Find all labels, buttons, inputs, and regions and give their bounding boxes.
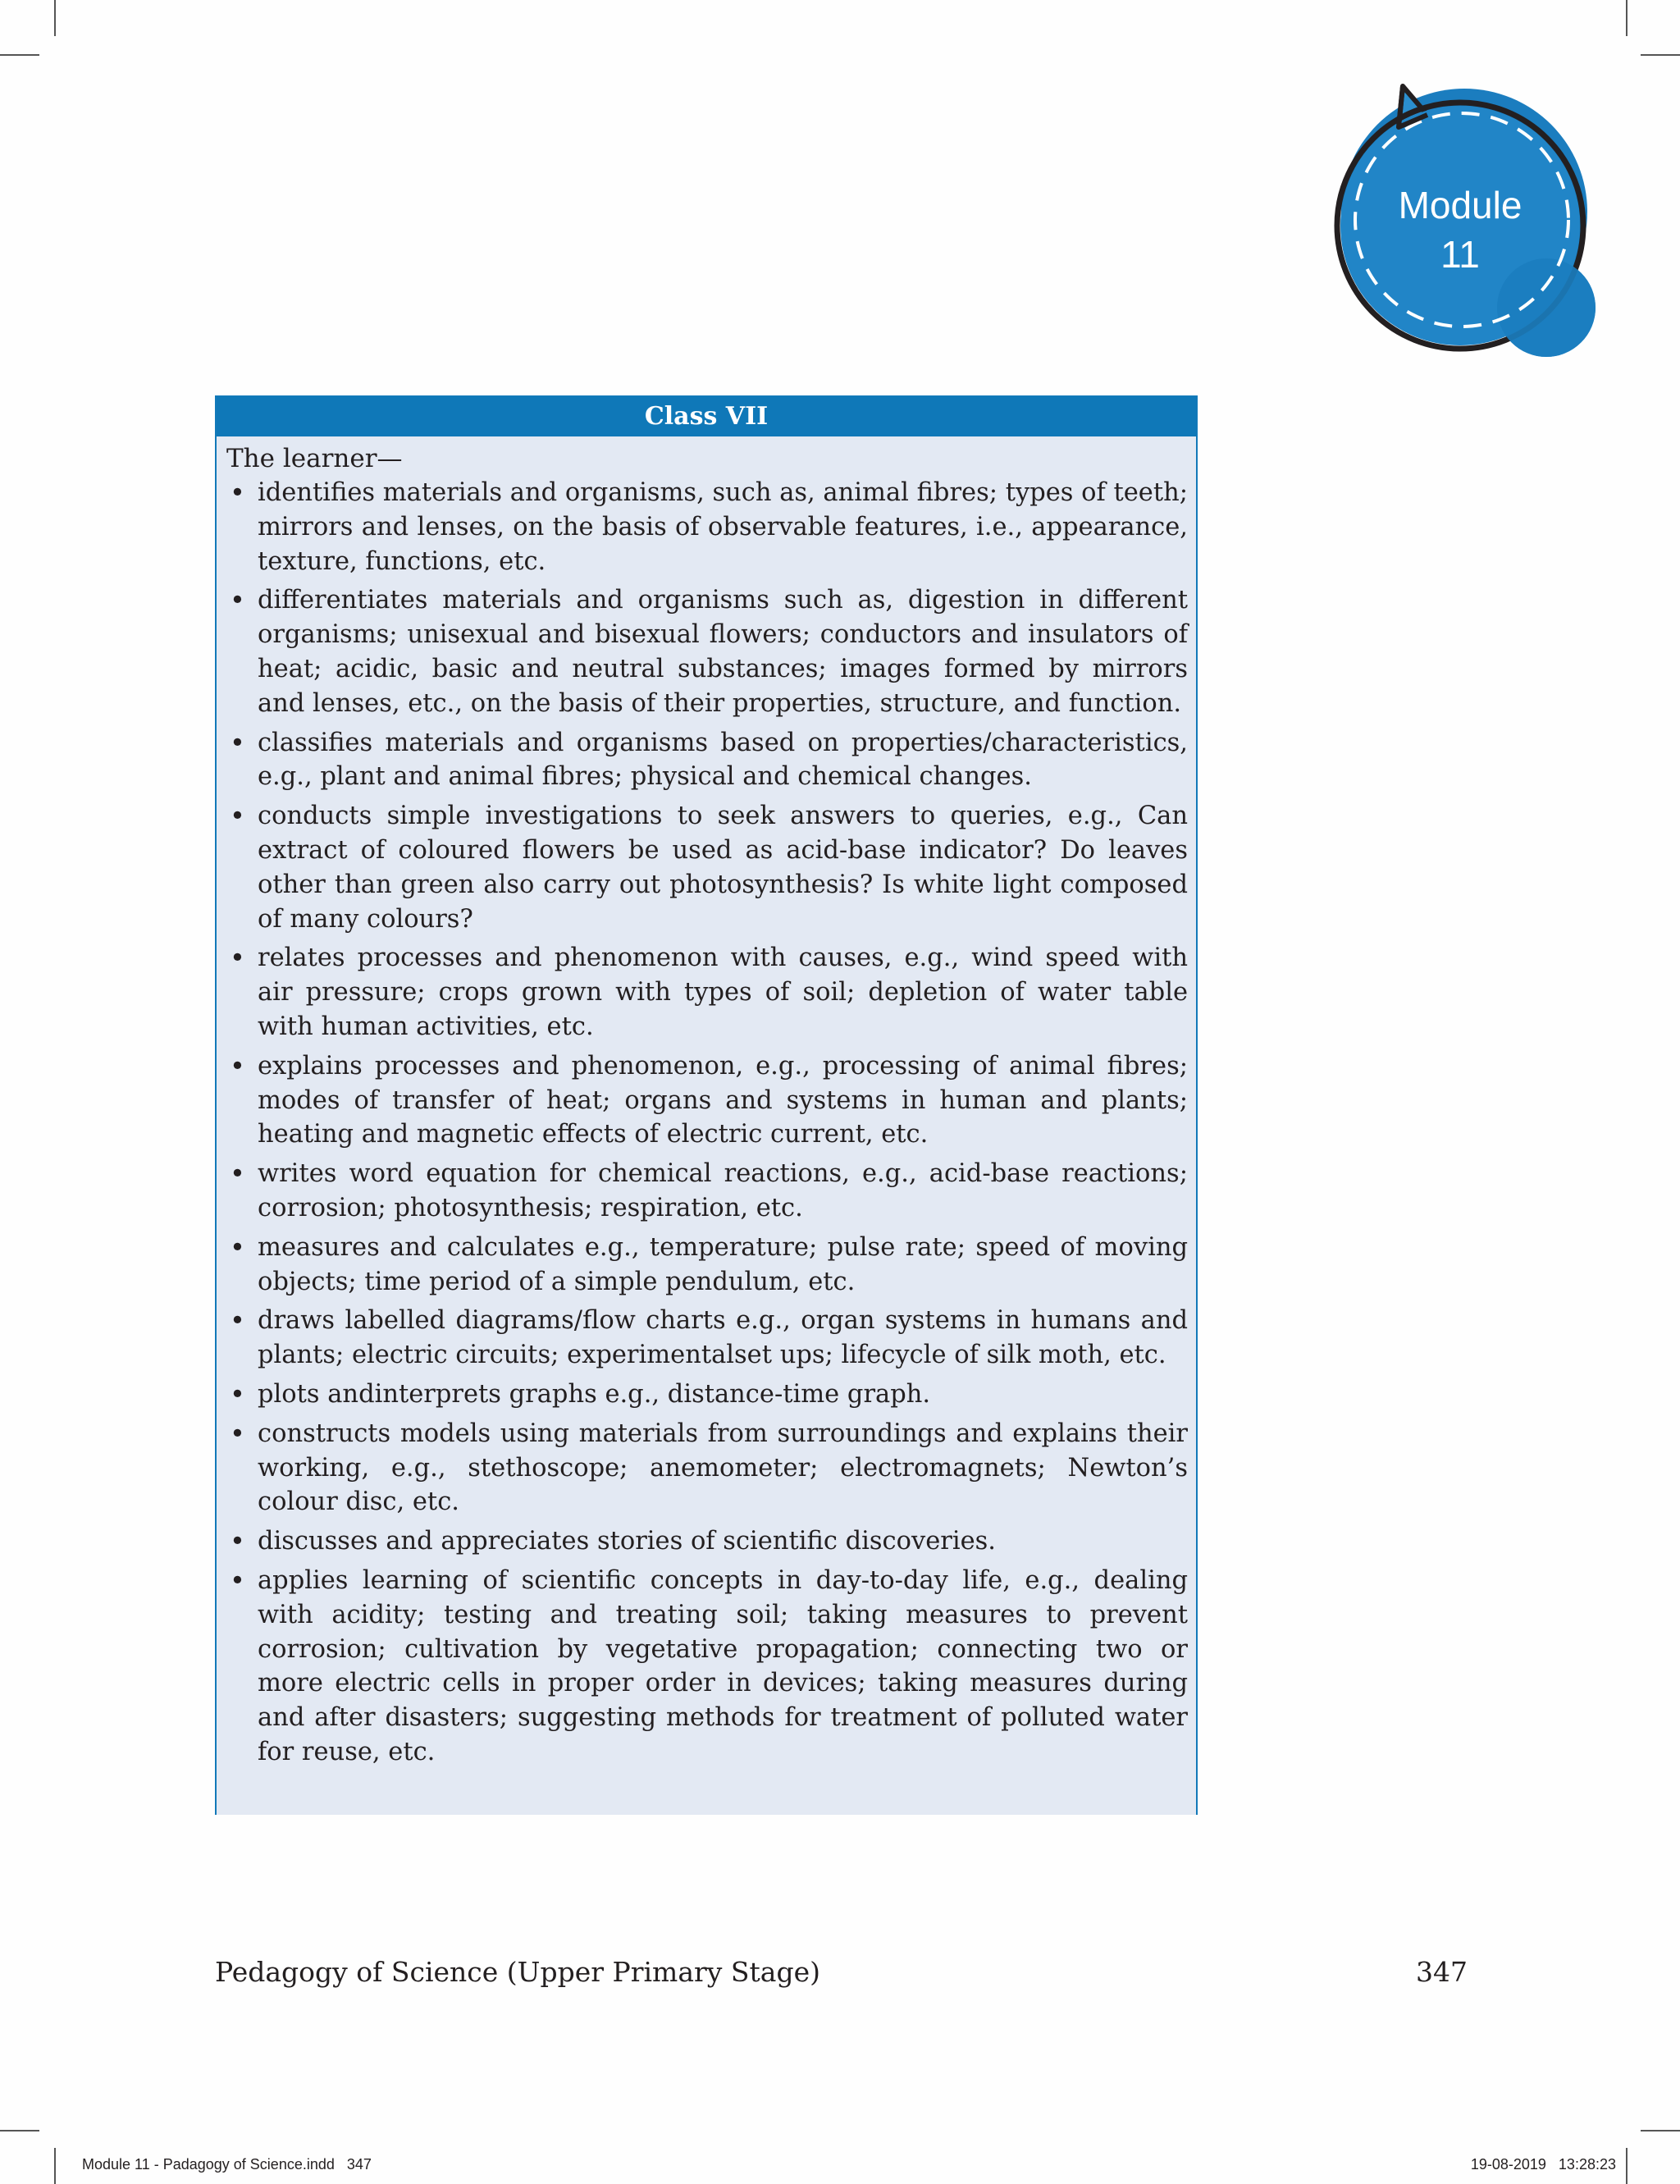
page-number: 347 <box>1416 1956 1468 1988</box>
list-item: • constructs models using materials from surroundings and explains their working, e.g., stethoscope; anemometer; electromagnets; Newton’s colour disc, etc. <box>226 1417 1188 1519</box>
footer-book-title: Pedagogy of Science (Upper Primary Stage) <box>215 1956 821 1988</box>
class-outcomes-box <box>215 395 1198 1815</box>
list-item: • draws labelled diagrams/flow charts e.g., organ systems in humans and plants; electric circuits; experimentalset ups; lifecycle of silk moth, etc. <box>226 1304 1188 1373</box>
module-word: Module <box>1398 184 1522 226</box>
crop-mark-bottom-left <box>54 2148 56 2184</box>
list-item: • identifies materials and organisms, such as, animal fibres; types of teeth; mirrors and lenses, on the basis of observable features, i.e., appearance, texture, functions, etc. <box>226 476 1188 578</box>
module-number: 11 <box>1440 233 1480 276</box>
list-item: • classifies materials and organisms based on properties/characteristics, e.g., plant and animal fibres; physical and chemical changes. <box>226 726 1188 795</box>
crop-mark-left-bottom <box>0 2130 39 2131</box>
crop-mark-top-right <box>1626 0 1628 36</box>
list-item: • writes word equation for chemical reactions, e.g., acid-base reactions; corrosion; photosynthesis; respiration, etc. <box>226 1157 1188 1226</box>
crop-mark-right-top <box>1641 54 1680 56</box>
list-item: • conducts simple investigations to seek answers to queries, e.g., Can extract of coloured flowers be used as acid-base indicator? Do leaves other than green also carry out photosynthesis? Is white light composed of many colours? <box>226 799 1188 936</box>
list-item: • measures and calculates e.g., temperature; pulse rate; speed of moving objects; time period of a simple pendulum, etc. <box>226 1231 1188 1300</box>
outcomes-list <box>217 476 1196 1770</box>
list-item: • differentiates materials and organisms such as, digestion in different organisms; unisexual and bisexual flowers; conductors and insulators of heat; acidic, basic and neutral substances; images formed by mirrors and lenses, etc., on the basis of their properties, structure, and function. <box>226 583 1188 720</box>
crop-mark-top-left <box>54 0 56 36</box>
list-item: • applies learning of scientific concepts in day-to-day life, e.g., dealing with acidity; testing and treating soil; taking measures to prevent corrosion; cultivation by vegetative propagation; connecting two or more electric cells in proper order in devices; taking measures during and after disasters; suggesting methods for treatment of polluted water for reuse, etc. <box>226 1564 1188 1770</box>
class-heading: Class VII <box>217 397 1196 436</box>
slug-datetime: 19-08-2019 13:28:23 <box>1470 2156 1616 2173</box>
list-item: • relates processes and phenomenon with causes, e.g., wind speed with air pressure; crops grown with types of soil; depletion of water table with human activities, etc. <box>226 941 1188 1044</box>
module-label <box>1345 180 1575 279</box>
slug-file-name: Module 11 - Padagogy of Science.indd 347 <box>82 2156 372 2173</box>
list-item: • explains processes and phenomenon, e.g., processing of animal fibres; modes of transfer of heat; organs and systems in human and plants; heating and magnetic effects of electric current, etc. <box>226 1049 1188 1152</box>
list-item: • discusses and appreciates stories of scientific discoveries. <box>226 1524 1188 1559</box>
intro-text: The learner— <box>226 444 403 473</box>
list-item: • plots andinterprets graphs e.g., distance-time graph. <box>226 1378 1188 1412</box>
crop-mark-right-bottom <box>1641 2130 1680 2131</box>
crop-mark-bottom-right <box>1626 2148 1628 2184</box>
crop-mark-left-top <box>0 54 39 56</box>
